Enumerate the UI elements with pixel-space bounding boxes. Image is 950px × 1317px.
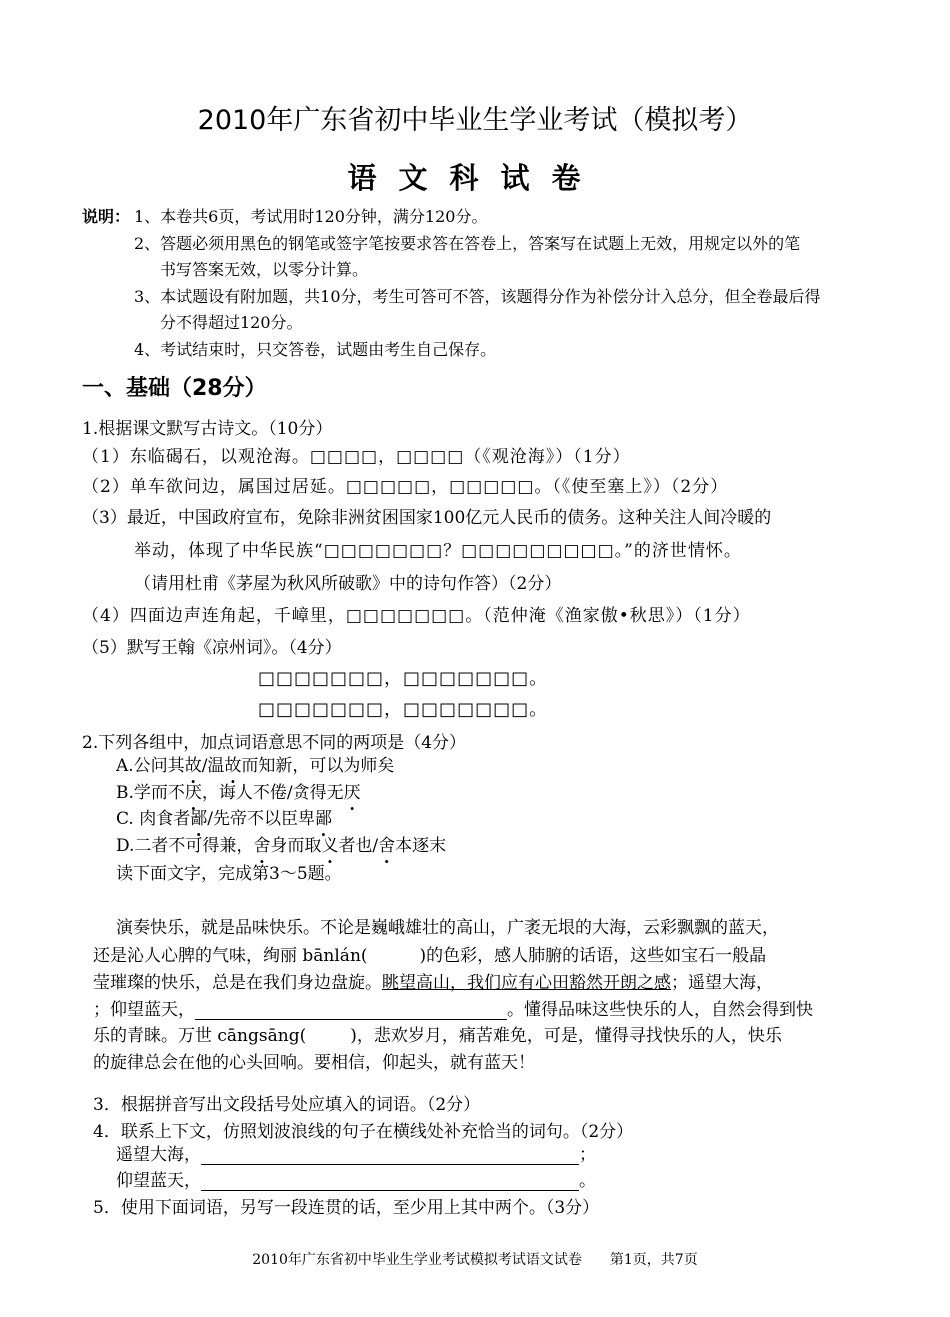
instruction-item: 1、本卷共6页，考试用时120分钟，满分120分。 bbox=[134, 207, 488, 226]
fill-blank[interactable] bbox=[195, 1001, 507, 1020]
passage-text: 乐的青睐。万世 cāngsāng( bbox=[93, 1026, 307, 1046]
passage-text: 莹璀璨的快乐，总是在我们身边盘旋。 bbox=[93, 973, 382, 993]
dotted-word: 故 bbox=[224, 756, 242, 776]
section-heading: 一、基础（28分） bbox=[82, 376, 267, 401]
option-text: 身而取 bbox=[270, 836, 322, 856]
page-footer: 2010年广东省初中毕业生学业考试模拟考试语文试卷 第1页，共7页 bbox=[252, 1252, 698, 1268]
q1-part-1: （1）东临碣石，以观沧海。□□□□，□□□□（《观沧海》）（1分） bbox=[82, 447, 631, 467]
q2-option-c bbox=[116, 804, 332, 829]
option-text: ，诲人不倦/贪得无 bbox=[201, 783, 344, 803]
q1-part-2: （2）单车欲问边，属国过居延。□□□□□，□□□□□。（《使至塞上》）（2分） bbox=[82, 477, 729, 497]
passage-line bbox=[93, 941, 766, 966]
option-text: /先帝不以臣卑 bbox=[207, 809, 315, 829]
q4-end: ； bbox=[579, 1145, 596, 1165]
q1-part-5-line1: □□□□□□□，□□□□□□□。 bbox=[258, 668, 549, 689]
option-text: A.公问其 bbox=[116, 756, 185, 776]
option-text: D.二者不可得兼， bbox=[116, 836, 254, 856]
q4-prompt: 遥望大海， bbox=[116, 1145, 201, 1165]
instruction-item: 分不得超过120分。 bbox=[160, 313, 303, 332]
q4-line-2 bbox=[116, 1166, 596, 1191]
q4-end: 。 bbox=[579, 1171, 596, 1191]
option-text: 本逐末 bbox=[395, 836, 447, 856]
q2-option-a bbox=[116, 751, 394, 776]
option-text: 而知新，可以为师矣 bbox=[241, 756, 395, 776]
dotted-word: 故 bbox=[184, 756, 202, 776]
dotted-word: 舍 bbox=[378, 836, 396, 856]
option-text: C. 肉食者 bbox=[116, 809, 191, 829]
q1-part-3c: （请用杜甫《茅屋为秋风所破歌》中的诗句作答）（2分） bbox=[134, 574, 562, 594]
q4-stem: 4．联系上下文，仿照划波浪线的句子在横线处补充恰当的词句。（2分） bbox=[93, 1122, 634, 1142]
q2-option-b bbox=[116, 778, 361, 803]
option-text: /温 bbox=[201, 756, 225, 776]
q3-stem: 3．根据拼音写出文段括号处应填入的词语。（2分） bbox=[93, 1095, 481, 1115]
q1-part-4: （4）四面边声连角起，千嶂里，□□□□□□□。（范仲淹《渔家傲•秋思》）（1分） bbox=[82, 606, 751, 626]
dotted-word: 鄙 bbox=[314, 809, 332, 829]
passage-line bbox=[93, 1021, 782, 1046]
dotted-word: 舍 bbox=[253, 836, 271, 856]
passage-text: 。懂得品味这些快乐的人，自然会得到快 bbox=[507, 1000, 813, 1020]
dotted-word: 厌 bbox=[343, 783, 361, 803]
q4-line-1 bbox=[116, 1140, 596, 1165]
q1-part-3b: 举动，体现了中华民族“□□□□□□□？□□□□□□□□□。”的济世情怀。 bbox=[134, 541, 742, 561]
passage-text: ；遥望大海， bbox=[671, 973, 773, 993]
instruction-item: 2、答题必须用黑色的钢笔或签字笔按要求答在答卷上，答案写在试题上无效，用规定以外的笔 bbox=[134, 234, 801, 253]
passage-text: )，悲欢岁月，痛苦难免，可是，懂得寻找快乐的人，快乐 bbox=[350, 1026, 782, 1046]
wavy-underlined-sentence: 眺望高山，我们应有心田豁然开朗之感 bbox=[382, 973, 671, 993]
answer-blank[interactable] bbox=[201, 1172, 579, 1191]
q4-prompt: 仰望蓝天， bbox=[116, 1171, 201, 1191]
passage-line: 演奏快乐，就是品味快乐。不论是巍峨雄壮的高山，广袤无垠的大海，云彩飘飘的蓝天， bbox=[116, 918, 779, 938]
passage-text: 还是沁人心脾的气味，绚丽 bānlán( bbox=[93, 946, 368, 966]
dotted-word: 鄙 bbox=[190, 809, 208, 829]
passage-text: ；仰望蓝天， bbox=[93, 1000, 195, 1020]
answer-blank[interactable] bbox=[201, 1146, 579, 1165]
option-text: 者也/ bbox=[338, 836, 379, 856]
passage-text: )的色彩，感人肺腑的话语，这些如宝石一般晶 bbox=[419, 946, 767, 966]
passage-line bbox=[93, 968, 773, 993]
passage-line: 的旋律总会在他的心头回响。要相信，仰起头，就有蓝天！ bbox=[93, 1053, 535, 1073]
q1-stem: 1.根据课文默写古诗文。（10分） bbox=[82, 419, 333, 439]
instruction-item: 书写答案无效，以零分计算。 bbox=[160, 260, 369, 279]
q1-part-5: （5）默写王翰《凉州词》。（4分） bbox=[82, 638, 342, 658]
dotted-word: 义 bbox=[321, 836, 339, 856]
passage-line bbox=[93, 995, 813, 1020]
reading-instruction: 读下面文字，完成第3～5题。 bbox=[116, 864, 342, 884]
dotted-word: 厌 bbox=[184, 783, 202, 803]
q1-part-5-line2: □□□□□□□，□□□□□□□。 bbox=[258, 699, 549, 720]
exam-title: 2010年广东省初中毕业生学业考试（模拟考） bbox=[197, 105, 753, 136]
q2-option-d bbox=[116, 831, 446, 856]
q5-stem: 5．使用下面词语，另写一段连贯的话，至少用上其中两个。（3分） bbox=[93, 1198, 600, 1218]
q1-part-3a: （3）最近，中国政府宣布，免除非洲贫困国家100亿元人民币的债务。这种关注人间冷暖的 bbox=[82, 508, 772, 528]
instruction-item: 4、考试结束时，只交答卷，试题由考生自己保存。 bbox=[134, 340, 497, 359]
exam-subtitle: 语文科试卷 bbox=[347, 161, 603, 195]
instructions-label: 说明： bbox=[82, 207, 131, 226]
option-text: B.学而不 bbox=[116, 783, 185, 803]
instruction-item: 3、本试题设有附加题，共10分，考生可答可不答，该题得分作为补偿分计入总分，但全卷最后得 bbox=[134, 287, 821, 306]
q2-stem: 2.下列各组中，加点词语意思不同的两项是（4分） bbox=[82, 733, 467, 753]
